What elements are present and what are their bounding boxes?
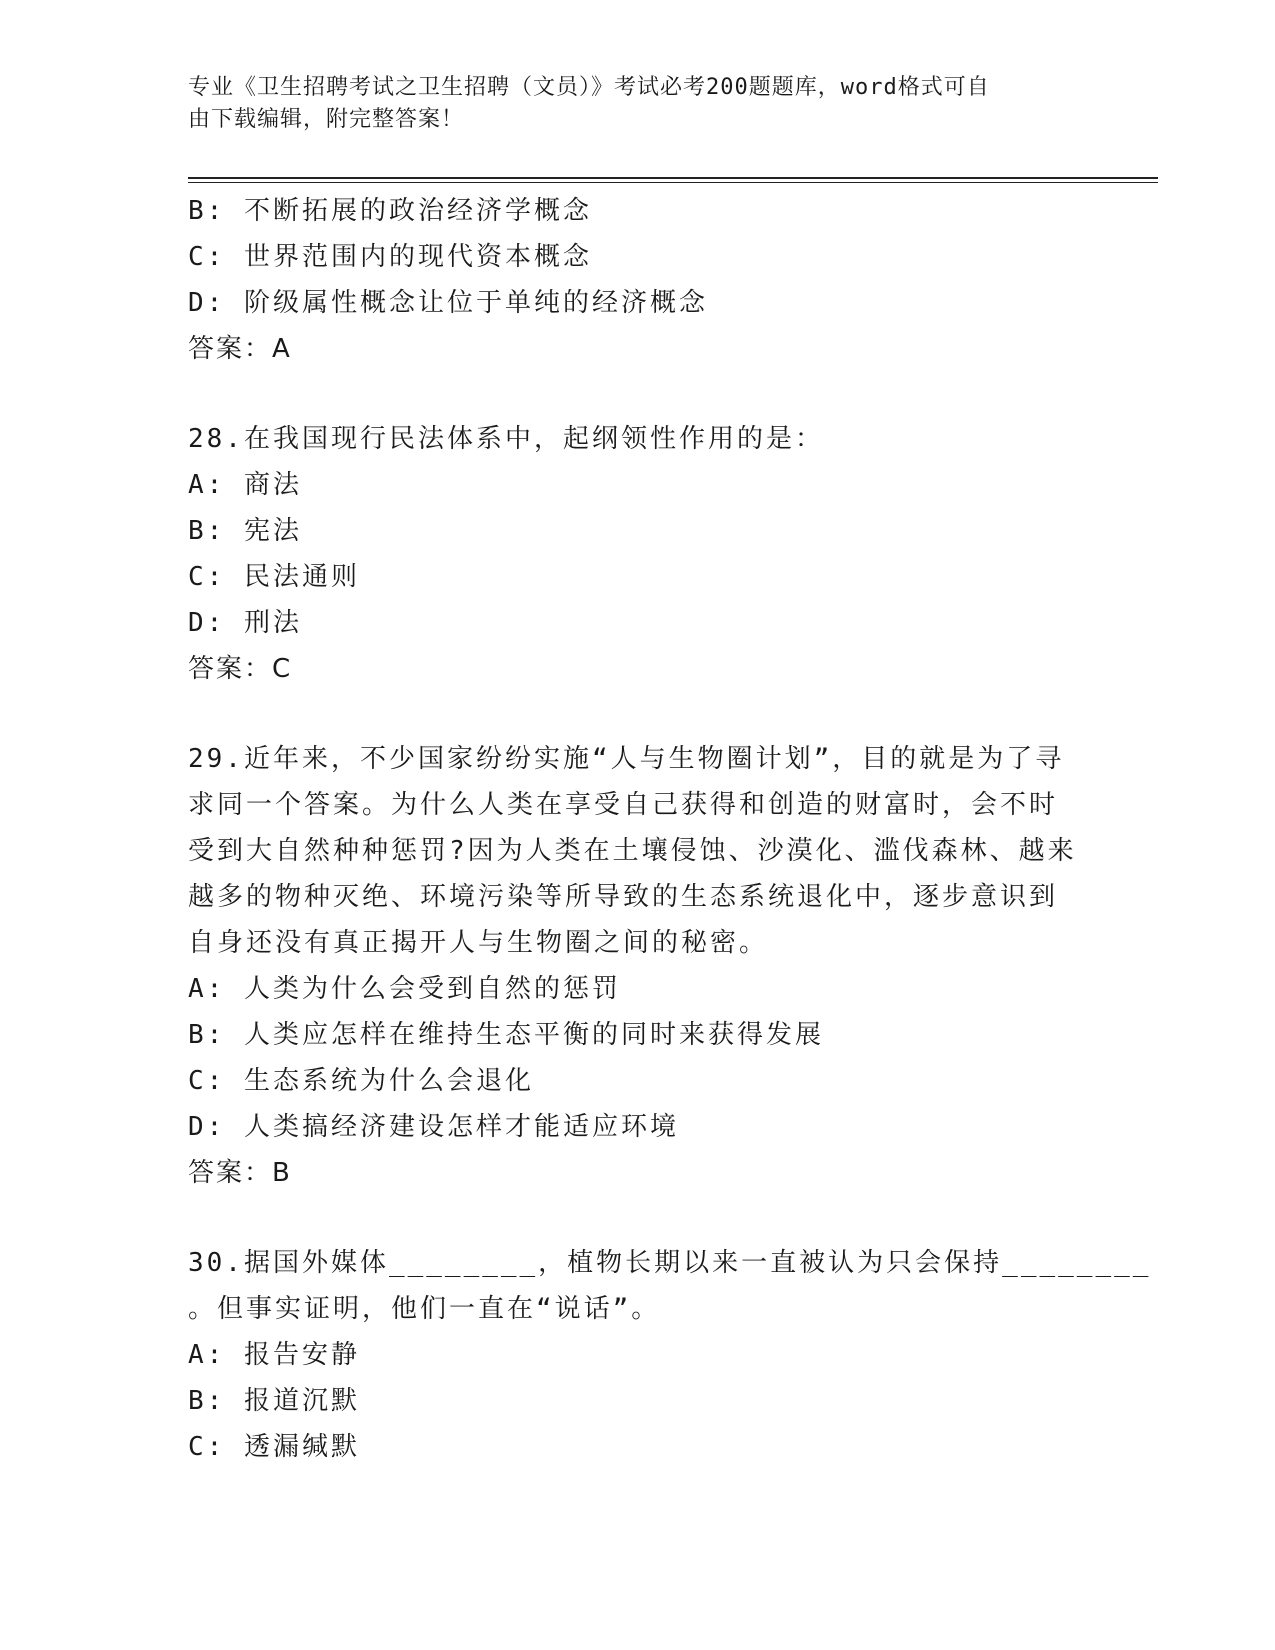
spacer: [188, 692, 1088, 736]
option-a: A: 人类为什么会受到自然的惩罚: [188, 974, 621, 1004]
header-divider-thin: [188, 182, 1158, 183]
option-b: B: 报道沉默: [188, 1386, 360, 1416]
question-stem-line: 30.据国外媒体________，植物长期以来一直被认为只会保持________: [188, 1248, 1152, 1278]
option-c: C: 生态系统为什么会退化: [188, 1066, 534, 1096]
option-c: C: 民法通则: [188, 562, 360, 592]
option-b: B: 人类应怎样在维持生态平衡的同时来获得发展: [188, 1020, 824, 1050]
question-30: [188, 1240, 1152, 1470]
header-line-2: 由下载编辑，附完整答案！: [188, 107, 465, 132]
question-27: [188, 188, 1088, 372]
option-d: D: 阶级属性概念让位于单纯的经济概念: [188, 288, 708, 318]
option-a: A: 报告安静: [188, 1340, 360, 1370]
option-d: D: 刑法: [188, 608, 302, 638]
option-b: B: 不断拓展的政治经济学概念: [188, 196, 592, 226]
question-28: [188, 416, 1088, 692]
answer-line: 答案：B: [188, 1158, 292, 1188]
question-list: [188, 188, 1152, 1470]
question-stem-line: 越多的物种灭绝、环境污染等所导致的生态系统退化中，逐步意识到: [188, 882, 1059, 912]
option-a: A: 商法: [188, 470, 302, 500]
question-29: [188, 736, 1088, 1196]
question-stem-line: 29.近年来，不少国家纷纷实施“人与生物圈计划”，目的就是为了寻: [188, 744, 1065, 774]
question-stem-line: 求同一个答案。为什么人类在享受自己获得和创造的财富时，会不时: [188, 790, 1059, 820]
answer-line: 答案：C: [188, 654, 293, 684]
option-b: B: 宪法: [188, 516, 302, 546]
page-header: [188, 72, 1088, 136]
question-stem-line: 自身还没有真正揭开人与生物圈之间的秘密。: [188, 928, 769, 958]
question-stem-line: 。但事实证明，他们一直在“说话”。: [188, 1294, 661, 1324]
question-stem: 28.在我国现行民法体系中，起纲领性作用的是：: [188, 424, 824, 454]
answer-line: 答案：A: [188, 334, 292, 364]
option-d: D: 人类搞经济建设怎样才能适应环境: [188, 1112, 679, 1142]
header-divider-thick: [188, 177, 1158, 179]
header-line-1: 专业《卫生招聘考试之卫生招聘（文员）》考试必考200题题库，word格式可自: [188, 75, 990, 100]
spacer: [188, 372, 1088, 416]
question-stem-line: 受到大自然种种惩罚?因为人类在土壤侵蚀、沙漠化、滥伐森林、越来: [188, 836, 1077, 866]
spacer: [188, 1196, 1088, 1240]
option-c: C: 透漏缄默: [188, 1432, 360, 1462]
option-c: C: 世界范围内的现代资本概念: [188, 242, 592, 272]
